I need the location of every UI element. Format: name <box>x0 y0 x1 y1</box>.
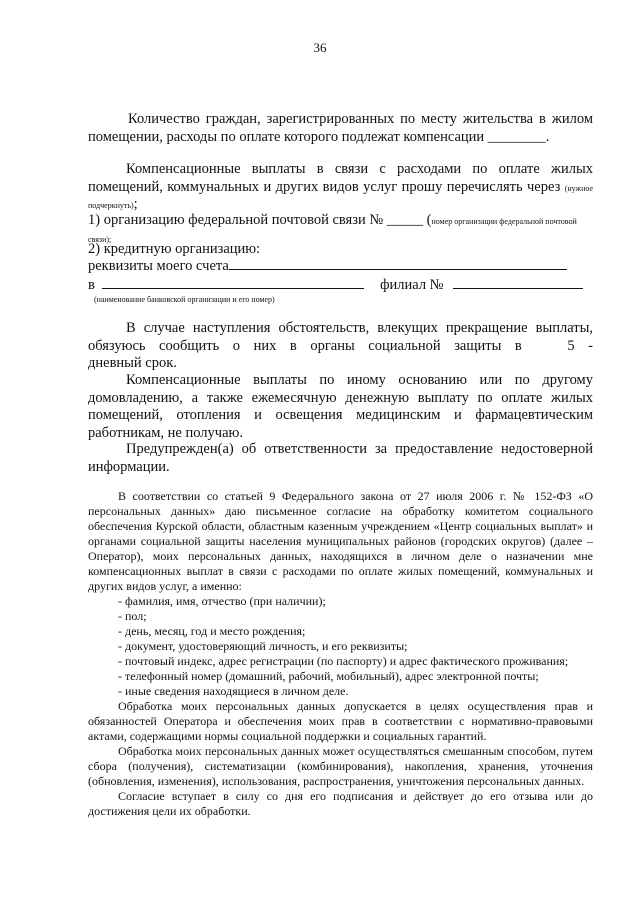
consent-item: - документ, удостоверяющий личность, и его реквизиты; <box>118 639 408 653</box>
bank-name-field[interactable] <box>102 287 364 289</box>
option-postal: 1) организацию федеральной почтовой связи № _____ (номер организации федеральной почтовой связи); <box>88 212 577 244</box>
payment-method-paragraph: Компенсационные выплаты в связи с расходами по оплате жилых помещений, коммунальных и других видов услуг прошу перечислять через (нужное подчеркнуть); <box>88 161 594 212</box>
household-count-paragraph: Количество граждан, зарегистрированных по месту жительства в жилом помещении, расходы по оплате которого подлежат компенсации ________. <box>88 111 593 145</box>
postal-number-note: номер организации федеральной почтовой связи); <box>88 217 577 244</box>
consent-section <box>88 489 593 819</box>
branch-number-field[interactable] <box>453 287 583 289</box>
consent-intro: В соответствии со статьей 9 Федерального закона от 27 июля 2006 г. № 152-ФЗ «О персональных данных» даю письменное согласие на обработку комитетом социального обеспечения Курской области, областным казенным учреждением «Центр социальных выплат» и органами социальной защиты населения муниципальных районов (городских округов) (далее – Оператор), моих персональных данных, находящихся в личном деле о назначении мне компенсационных выплат в связи с расходами по оплате жилых помещений, коммунальных и других видов услуг, а именно: <box>88 489 593 593</box>
consent-item: - день, месяц, год и место рождения; <box>118 624 306 638</box>
termination-line1: В случае наступления обстоятельств, влекущих прекращение выплаты, обязуюсь сообщить о них в органы социальной защиты в 5 - <box>88 320 593 354</box>
household-count-blank[interactable]: ________ <box>487 128 546 145</box>
option-bank <box>88 241 593 259</box>
liability-paragraph: Предупрежден(а) об ответственности за предоставление недостоверной информации. <box>88 441 593 475</box>
consent-items-list <box>88 594 593 699</box>
consent-item: - почтовый индекс, адрес регистрации (по паспорту) и адрес фактического проживания; <box>118 654 569 668</box>
page-number: 36 <box>313 40 327 55</box>
termination-days: 5 - <box>567 337 593 354</box>
option-bank-text: 2) кредитную организацию: <box>88 241 261 257</box>
account-field[interactable] <box>229 268 567 270</box>
account-row <box>88 258 567 276</box>
bank-row <box>88 277 583 295</box>
consent-item: - пол; <box>118 609 147 623</box>
consent-item: - иные сведения находящиеся в личном деле. <box>118 684 349 698</box>
consent-validity: Согласие вступает в силу со дня его подписания и действует до его отзыва или до достижения цели их обработки. <box>88 789 593 818</box>
termination-paragraph <box>88 320 593 373</box>
branch-label: филиал № <box>380 277 444 293</box>
bank-in-label: в <box>88 277 95 293</box>
termination-line2: дневный срок. <box>88 355 177 371</box>
consent-methods: Обработка моих персональных данных может осуществляться смешанным способом, путем сбора (получения), систематизации (комбинирования), накопления, хранения, уточнения (обновления, изменения), использования, распространения, уничтожения персональных данных. <box>88 744 593 788</box>
postal-number-blank[interactable]: _____ <box>386 212 424 228</box>
consent-purpose: Обработка моих персональных данных допускается в целях осуществления прав и обязанностей Оператора и обеспечения моих прав в соответствии с нормативно-правовыми актами, содержащими нормы социальной поддержки и социальных гарантий. <box>88 699 593 743</box>
no-other-payments-paragraph: Компенсационные выплаты по иному основанию или по другому домовладению, а также ежемесячную денежную выплату по оплате жилых помещений, отопления и освещения медицинским и фармацевтическим работникам, не получаю. <box>88 372 593 441</box>
consent-item: - фамилия, имя, отчество (при наличии); <box>118 594 326 608</box>
payment-method-text: Компенсационные выплаты в связи с расходами по оплате жилых помещений, коммунальных и других видов услуг прошу перечислять через <box>88 161 593 195</box>
consent-item: - телефонный номер (домашний, рабочий, мобильный), адрес электронной почты; <box>118 669 539 683</box>
household-count-line2: помещении, расходы по оплате которого подлежат компенсации <box>88 128 485 145</box>
account-label: реквизиты моего счета <box>88 258 229 274</box>
household-count-line1: Количество граждан, зарегистрированных по месту жительства в жилом <box>128 111 593 127</box>
option-postal-text: 1) организацию федеральной почтовой связи № <box>88 212 384 228</box>
payment-method-note: (нужное подчеркнуть) <box>88 183 594 210</box>
bank-note: (наименование банковской организации и его номер) <box>94 295 275 304</box>
